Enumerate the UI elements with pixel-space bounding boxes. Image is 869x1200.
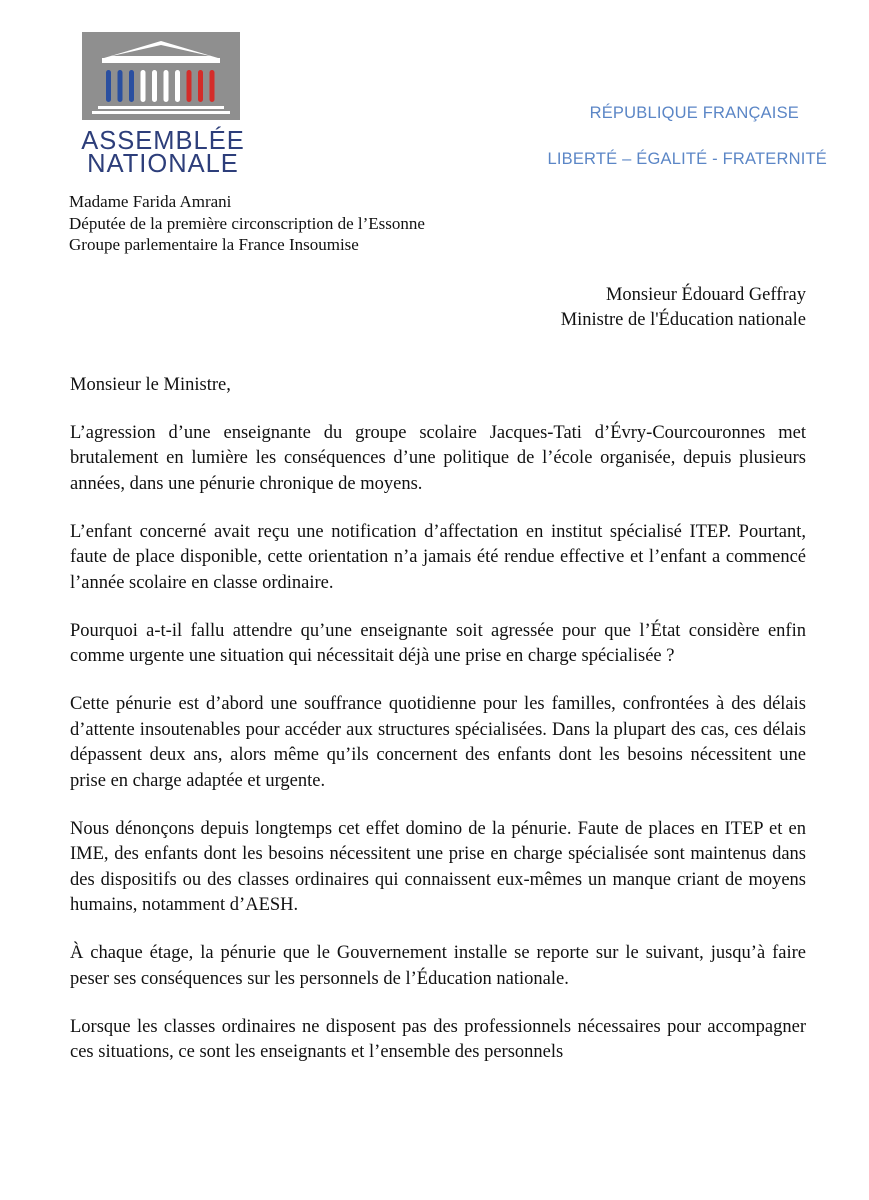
- hemicycle-icon: [82, 32, 240, 120]
- recipient-name: Monsieur Édouard Geffray: [605, 285, 806, 305]
- logo-wordmark: [78, 127, 248, 178]
- logo-line-2: NATIONALE: [87, 150, 239, 178]
- logo-line-1: ASSEMBLÉE: [81, 127, 245, 155]
- devise: LIBERTÉ – ÉGALITÉ - FRATERNITÉ: [547, 150, 827, 168]
- assemblee-nationale-logo: [82, 32, 244, 176]
- recipient-block: [561, 283, 806, 333]
- sender-block: [69, 191, 425, 256]
- paragraph: Nous dénonçons depuis longtemps cet effet domino de la pénurie. Faute de places en ITEP et en IME, des enfants dont les besoins nécessitent une prise en charge spécialisée sont maintenus dans des dispositifs ou des classes ordinaires qui connaissent eux-mêmes un manque criant de moyens humains, notamment d’AESH.: [70, 818, 806, 915]
- republique-francaise: RÉPUBLIQUE FRANÇAISE: [589, 104, 799, 122]
- recipient-title: Ministre de l'Éducation nationale: [560, 310, 806, 330]
- sender-group: Groupe parlementaire la France Insoumise: [69, 235, 359, 254]
- salutation: Monsieur le Ministre,: [70, 375, 231, 395]
- paragraph: L’agression d’une enseignante du groupe scolaire Jacques-Tati d’Évry-Courcouronnes met brutalement en lumière les conséquences d’une politique de l’école organisée, depuis plusieurs années, dans une pénurie chronique de moyens.: [70, 422, 806, 494]
- letter-body: [70, 373, 806, 1088]
- sender-title: Députée de la première circonscription de l’Essonne: [69, 213, 425, 233]
- paragraph: L’enfant concerné avait reçu une notification d’affectation en institut spécialisé ITEP. Pourtant, faute de place disponible, cette orientation n’a jamais été rendue effective et l’enfant a commencé l’année scolaire en classe ordinaire.: [70, 521, 806, 593]
- paragraph: Pourquoi a-t-il fallu attendre qu’une enseignante soit agressée pour que l’État considère enfin comme urgente une situation qui nécessitait déjà une prise en charge spécialisée ?: [70, 620, 806, 666]
- paragraph: Cette pénurie est d’abord une souffrance quotidienne pour les familles, confrontées à des délais d’attente insoutenables pour accéder aux structures spécialisées. Dans la plupart des cas, ces délais dépassent deux ans, alors même qu’ils concernent des enfants dont les besoins nécessitent une prise en charge adaptée et urgente.: [70, 694, 806, 791]
- sender-name: Madame Farida Amrani: [69, 192, 232, 211]
- paragraph: Lorsque les classes ordinaires ne disposent pas des professionnels nécessaires pour accompagner ces situations, ce sont les enseignants et l’ensemble des personnels: [70, 1016, 806, 1062]
- paragraph: À chaque étage, la pénurie que le Gouvernement installe se reporte sur le suivant, jusqu’à faire peser ses conséquences sur les personnels de l’Éducation nationale.: [70, 943, 806, 989]
